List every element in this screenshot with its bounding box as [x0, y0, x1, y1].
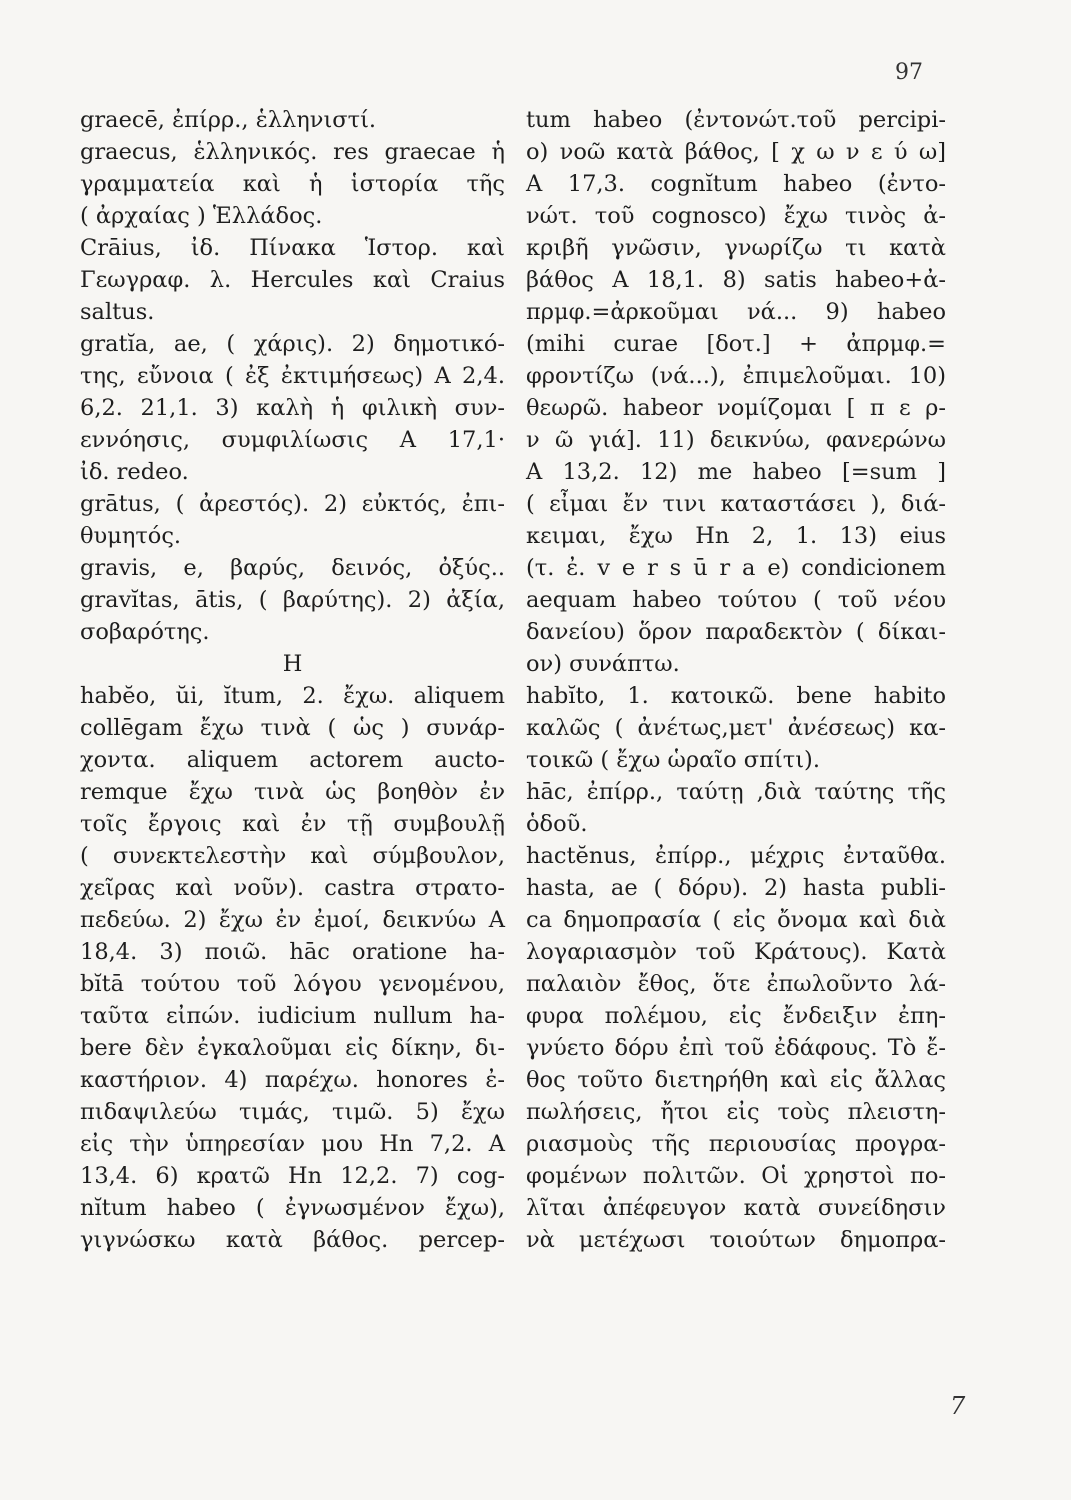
text-line: ( ἀρχαίας ) Ἑλλάδος.	[80, 203, 323, 229]
text-line: νὰ μετέχωσι τοιούτων δημοπρα-	[526, 1227, 946, 1253]
text-line: hāc, ἐπίρρ., ταύτῃ ,διὰ ταύτης τῆς	[526, 779, 946, 805]
text-line: ( συνεκτελεστὴν καὶ σύμβουλον,	[80, 843, 505, 869]
text-line: (τ. ἐ. v e r s ū r a e) condicionem	[526, 555, 946, 581]
text-line: gravis, e, βαρύς, δεινός, ὀξύς..	[80, 555, 505, 581]
text-line: φυρα πολέμου, εἰς ἔνδειξιν ἐπη-	[526, 1003, 946, 1029]
text-line: graecē, ἐπίρρ., ἑλληνιστί.	[80, 107, 377, 133]
text-line: καστήριον. 4) παρέχω. honores ἐ-	[80, 1067, 505, 1093]
text-line: 13,4. 6) κρατῶ Hn 12,2. 7) cog-	[80, 1163, 505, 1189]
text-line: Γεωγραφ. λ. Hercules καὶ Craius	[80, 267, 505, 293]
text-line: hasta, ae ( δόρυ). 2) hasta publi-	[526, 875, 946, 901]
text-line: πρμφ.=ἀρκοῦμαι νά... 9) habeo	[526, 299, 946, 325]
text-line: gravĭtas, ātis, ( βαρύτης). 2) ἀξία,	[80, 587, 505, 613]
text-line: ον) συνάπτω.	[526, 651, 680, 677]
right-column	[526, 104, 946, 1256]
text-line: γραμματεία καὶ ἡ ἱστορία τῆς	[80, 171, 505, 197]
text-line: παλαιὸν ἔθος, ὅτε ἐπωλοῦντο λά-	[526, 971, 946, 997]
text-line: A 17,3. cognĭtum habeo (ἐντο-	[526, 171, 946, 197]
text-line: γιγνώσκω κατὰ βάθος. percep-	[80, 1227, 505, 1253]
text-line: φροντίζω (νά...), ἐπιμελοῦμαι. 10)	[526, 363, 946, 389]
text-line: κειμαι, ἔχω Hn 2, 1. 13) eius	[526, 523, 946, 549]
text-line: νώτ. τοῦ cognosco) ἔχω τινὸς ἀ-	[526, 203, 946, 229]
left-column	[80, 104, 505, 1256]
text-line: (mihi curae [δοτ.] + ἀπρμφ.=	[526, 331, 946, 357]
text-line: o) νοῶ κατὰ βάθος, [ χ ω ν ε ύ ω]	[526, 139, 946, 165]
text-line: χοντα. aliquem actorem aucto-	[80, 747, 505, 773]
text-line: βάθος A 18,1. 8) satis habeo+ἀ-	[526, 267, 946, 293]
text-line: bere δὲν ἐγκαλοῦμαι εἰς δίκην, δι-	[80, 1035, 505, 1061]
page-number: 97	[895, 60, 923, 85]
text-line: ca δημοπρασία ( εἰς ὄνομα καὶ διὰ	[526, 907, 946, 933]
text-line: τοικῶ ( ἔχω ὡραῖο σπίτι).	[526, 747, 820, 773]
text-line: πεδεύω. 2) ἔχω ἐν ἐμοί, δεικνύω A	[80, 907, 505, 933]
text-line: κριβῆ γνῶσιν, γνωρίζω τι κατὰ	[526, 235, 946, 261]
text-line: σοβαρότης.	[80, 619, 210, 645]
text-line: λογαριασμὸν τοῦ Κράτους). Κατὰ	[526, 939, 946, 965]
text-line: πωλήσεις, ἤτοι εἰς τοὺς πλειστη-	[526, 1099, 946, 1125]
signature-mark: 7	[950, 1392, 966, 1420]
text-line: φομένων πολιτῶν. Οἱ χρηστοὶ πο-	[526, 1163, 946, 1189]
text-line: γνύετο δόρυ ἐπὶ τοῦ ἐδάφους. Τὸ ἔ-	[526, 1035, 946, 1061]
text-line: ὁδοῦ.	[526, 811, 588, 837]
text-line: λῖται ἀπέφευγον κατὰ συνείδησιν	[526, 1195, 946, 1221]
text-line: ριασμοὺς τῆς περιουσίας προγρα-	[526, 1131, 946, 1157]
text-line: ἰδ. redeo.	[80, 459, 189, 485]
text-line: 6,2. 21,1. 3) καλὴ ἡ φιλικὴ συν-	[80, 395, 505, 421]
text-line: πιδαψιλεύω τιμάς, τιμῶ. 5) ἔχω	[80, 1099, 505, 1125]
text-line: ( εἶμαι ἔν τινι καταστάσει ), διά-	[526, 491, 946, 517]
text-line: εννόησις, συμφιλίωσις A 17,1·	[80, 427, 505, 453]
text-line: hactĕnus, ἐπίρρ., μέχρις ἐνταῦθα.	[526, 843, 946, 869]
text-line: aequam habeo τούτου ( τοῦ νέου	[526, 587, 946, 613]
text-line: bĭtā τούτου τοῦ λόγου γενομένου,	[80, 971, 505, 997]
text-line: θεωρῶ. habeor νομίζομαι [ π ε ρ-	[526, 395, 946, 421]
text-line: A 13,2. 12) me habeo [=sum ]	[526, 459, 946, 485]
text-line: 18,4. 3) ποιῶ. hāc oratione ha-	[80, 939, 505, 965]
text-line: τοῖς ἔργοις καὶ ἐν τῇ συμβουλῇ	[80, 811, 505, 837]
text-line: της, εὔνοια ( ἐξ ἐκτιμήσεως) A 2,4.	[80, 363, 505, 389]
text-line: χεῖρας καὶ νοῦν). castra στρατο-	[80, 875, 505, 901]
text-line: ν ῶ γιά]. 11) δεικνύω, φανερώνω	[526, 427, 946, 453]
text-line: gratĭa, ae, ( χάρις). 2) δημοτικό-	[80, 331, 505, 357]
text-line: nĭtum habeo ( ἐγνωσμένον ἔχω),	[80, 1195, 505, 1221]
text-line: Crāius, ἰδ. Πίνακα Ἱστορ. καὶ	[80, 235, 505, 261]
text-line: graecus, ἑλληνικός. res graecae ἡ	[80, 139, 505, 165]
text-line: grātus, ( ἀρεστός). 2) εὐκτός, ἐπι-	[80, 491, 505, 517]
text-line: δανείου) ὅρον παραδεκτὸν ( δίκαι-	[526, 619, 946, 645]
text-line: εἰς τὴν ὑπηρεσίαν μου Hn 7,2. A	[80, 1131, 505, 1157]
text-line: ταῦτα εἰπών. iudicium nullum ha-	[80, 1003, 505, 1029]
text-line: habĭto, 1. κατοικῶ. bene habito	[526, 683, 946, 709]
text-line: saltus.	[80, 299, 155, 325]
text-line: θος τοῦτο διετηρήθη καὶ εἰς ἄλλας	[526, 1067, 946, 1093]
text-line: habĕo, ŭi, ĭtum, 2. ἔχω. aliquem	[80, 683, 505, 709]
text-line: tum habeo (ἐντονώτ.τοῦ percipi-	[526, 107, 946, 133]
text-line: collēgam ἔχω τινὰ ( ὡς ) συνάρ-	[80, 715, 505, 741]
text-line: remque ἔχω τινὰ ὡς βοηθὸν ἐν	[80, 779, 505, 805]
text-line: θυμητός.	[80, 523, 182, 549]
text-line: H	[282, 651, 303, 677]
text-line: καλῶς ( ἀνέτως,μετ' ἀνέσεως) κα-	[526, 715, 946, 741]
